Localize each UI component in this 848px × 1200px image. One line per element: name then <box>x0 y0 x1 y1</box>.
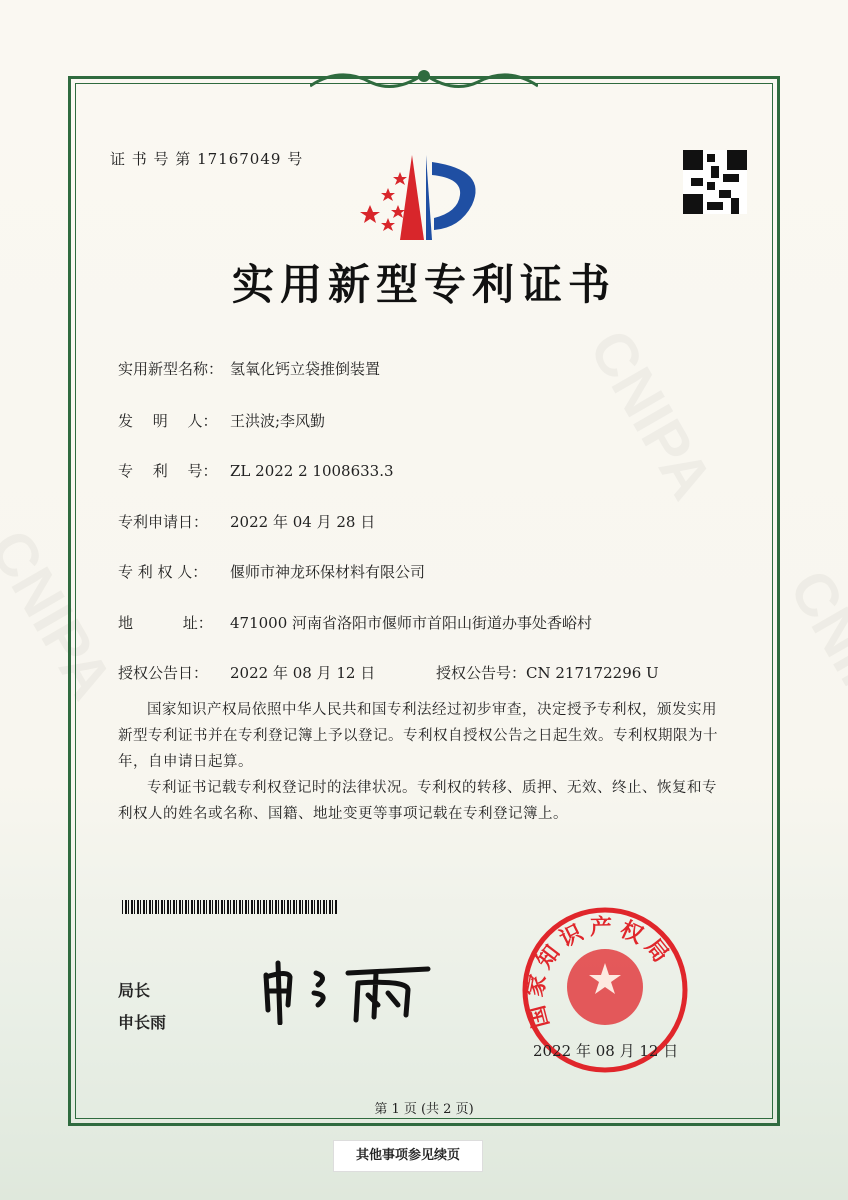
certificate-statement <box>118 697 728 827</box>
field-value: 2022 年 08 月 12 日 <box>230 664 376 682</box>
ornament-icon <box>310 66 538 94</box>
certificate-number: 证 书 号 第 17167049 号 <box>110 150 304 168</box>
barcode-icon <box>122 900 337 914</box>
field-label: 地 址： <box>118 614 213 632</box>
paragraph: 专利证书记载专利权登记时的法律状况。专利权的转移、质押、无效、终止、恢复和专利权人的姓名或名称、国籍、地址变更等事项记载在专利登记簿上。 <box>118 780 717 822</box>
field-value: 氢氧化钙立袋推倒装置 <box>230 360 381 378</box>
field-patentee <box>118 561 425 582</box>
director-name: 申长雨 <box>118 1013 167 1032</box>
field-address <box>118 612 592 633</box>
paragraph: 国家知识产权局依照中华人民共和国专利法经过初步审查，决定授予专利权，颁发实用新型专利证书并在专利登记簿上予以登记。专利权自授权公告之日起生效。专利权期限为十年，自申请日起算。 <box>118 702 718 770</box>
field-utility-model-name <box>118 358 380 379</box>
field-label: 专 利 号： <box>118 462 218 480</box>
field-value: 王洪波;李风勤 <box>230 412 326 430</box>
field-grant-pub-number <box>436 662 659 683</box>
director-title: 局长 <box>118 981 151 1000</box>
field-patent-number <box>118 460 394 481</box>
field-value: 2022 年 04 月 28 日 <box>230 513 376 531</box>
signature-icon <box>258 955 438 1025</box>
field-label: 专 利 权 人： <box>118 563 208 581</box>
field-label: 专利申请日： <box>118 513 209 531</box>
cnipa-logo-icon <box>360 150 490 245</box>
certificate-title: 实用新型专利证书 <box>231 260 616 309</box>
director-block <box>118 975 166 1039</box>
seal-date: 2022 年 08 月 12 日 <box>533 1042 679 1060</box>
field-label: 授权公告号： <box>436 664 527 682</box>
field-grant-date <box>118 662 375 683</box>
field-value: 偃师市神龙环保材料有限公司 <box>230 563 426 581</box>
field-application-date <box>118 511 375 532</box>
field-value: 471000 河南省洛阳市偃师市首阳山街道办事处香峪村 <box>230 614 593 632</box>
page-indicator: 第 1 页 (共 2 页) <box>374 1102 474 1117</box>
seal-text: 国家知识产权局 <box>521 914 678 1031</box>
watermark <box>776 558 848 750</box>
field-label: 实用新型名称： <box>118 360 224 378</box>
field-inventors <box>118 410 325 431</box>
field-label: 发 明 人： <box>118 412 218 430</box>
other-items-button[interactable]: 其他事项参见续页 <box>333 1140 483 1172</box>
field-value: ZL 2022 2 1008633.3 <box>230 462 394 480</box>
field-label: 授权公告日： <box>118 664 209 682</box>
qr-code-icon <box>683 150 747 214</box>
field-value: CN 217172296 U <box>526 664 659 682</box>
